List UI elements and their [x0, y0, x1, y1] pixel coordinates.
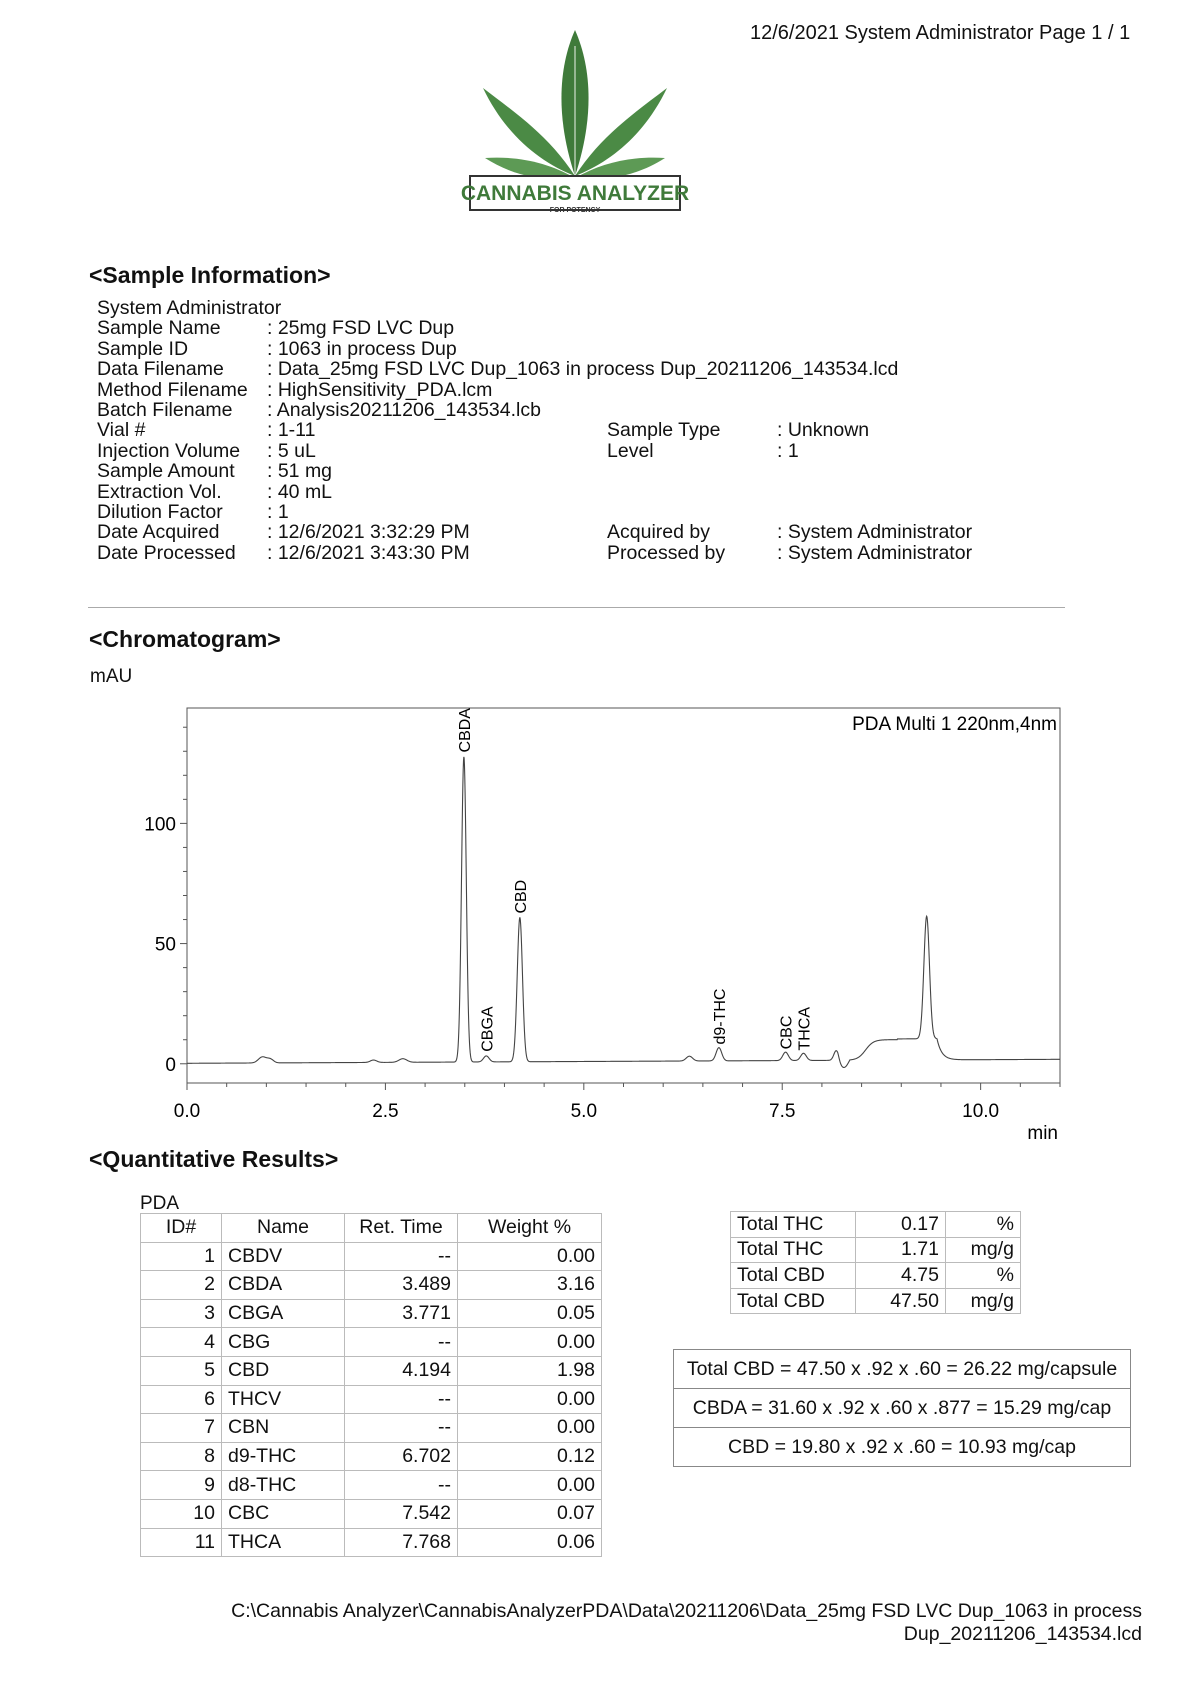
totals-cell: mg/g: [946, 1288, 1021, 1314]
sample-info-row: [97, 502, 972, 522]
totals-cell: 0.17: [856, 1212, 946, 1238]
y-tick-label: 100: [144, 814, 176, 836]
field-value: : 1063 in process Dup: [267, 337, 457, 360]
field-value: : 1: [267, 500, 289, 523]
y-tick-label: 50: [154, 934, 176, 956]
table-cell: 0.12: [458, 1442, 602, 1471]
calc-row: [674, 1428, 1131, 1467]
table-cell: 5: [141, 1356, 222, 1385]
table-cell: 3.771: [345, 1299, 458, 1328]
sample-info-row: [97, 461, 972, 481]
peak-label: CBC: [778, 1015, 796, 1050]
x-tick-label: 7.5: [769, 1101, 796, 1122]
sample-info-block: [97, 298, 972, 563]
table-cell: 6: [141, 1385, 222, 1414]
y-axis-label: mAU: [90, 666, 133, 687]
sample-info-row: [97, 522, 972, 542]
totals-cell: 1.71: [856, 1237, 946, 1263]
totals-cell: 4.75: [856, 1263, 946, 1289]
table-row: [141, 1328, 602, 1357]
peak-label: CBGA: [479, 1006, 497, 1052]
x-axis-label: min: [1027, 1123, 1058, 1144]
page-header: 12/6/2021 System Administrator Page 1 / 1: [750, 22, 1131, 44]
x-tick-label: 5.0: [570, 1101, 598, 1122]
field-label: Date Acquired: [97, 521, 220, 544]
peak-label: d9-THC: [711, 988, 729, 1045]
table-cell: 10: [141, 1499, 222, 1528]
table-cell: --: [345, 1242, 458, 1271]
table-cell: 3: [141, 1299, 222, 1328]
field-value: : Analysis20211206_143534.lcb: [267, 398, 541, 421]
table-cell: 3.16: [458, 1271, 602, 1300]
sample-info-row: [97, 339, 972, 359]
table-cell: 0.00: [458, 1242, 602, 1271]
table-row: [141, 1356, 602, 1385]
field-value: : System Administrator: [777, 541, 973, 564]
peak-label: THCA: [796, 1006, 814, 1051]
field-label: Batch Filename: [97, 398, 233, 421]
totals-cell: %: [946, 1263, 1021, 1289]
x-tick-label: 10.0: [962, 1101, 1000, 1122]
sample-info-row: [97, 400, 972, 420]
table-cell: CBC: [222, 1499, 345, 1528]
table-cell: --: [345, 1471, 458, 1500]
sample-info-row: [97, 380, 972, 400]
field-value: : Unknown: [777, 419, 870, 442]
table-cell: 6.702: [345, 1442, 458, 1471]
table-cell: THCV: [222, 1385, 345, 1414]
calc-row: [674, 1350, 1131, 1389]
totals-cell: mg/g: [946, 1237, 1021, 1263]
field-label: Vial #: [97, 419, 146, 442]
table-cell: CBDV: [222, 1242, 345, 1271]
table-cell: --: [345, 1414, 458, 1443]
sample-info-user-row: [97, 298, 972, 318]
peak-label: CBD: [512, 879, 530, 914]
field-value: : 40 mL: [267, 480, 333, 503]
table-cell: --: [345, 1328, 458, 1357]
column-header: Ret. Time: [345, 1214, 458, 1243]
plot-frame: [187, 708, 1060, 1083]
table-cell: d8-THC: [222, 1471, 345, 1500]
table-cell: 4: [141, 1328, 222, 1357]
table-cell: 8: [141, 1442, 222, 1471]
dose-calculation-table: [673, 1349, 1131, 1467]
field-label: Method Filename: [97, 378, 248, 401]
sample-info-row: [97, 359, 972, 379]
table-cell: d9-THC: [222, 1442, 345, 1471]
logo-subtext: FOR POTENCY: [549, 207, 601, 214]
table-row: [141, 1299, 602, 1328]
calc-cell: CBD = 19.80 x .92 x .60 = 10.93 mg/cap: [674, 1428, 1131, 1467]
table-cell: 3.489: [345, 1271, 458, 1300]
field-value: : 1-11: [267, 419, 316, 442]
field-label: Sample Name: [97, 317, 221, 340]
field-value: : 5 uL: [267, 439, 316, 462]
x-tick-label: 2.5: [372, 1101, 399, 1122]
totals-table: [730, 1211, 1021, 1314]
field-value: : 12/6/2021 3:32:29 PM: [267, 521, 470, 544]
column-header: Weight %: [458, 1214, 602, 1243]
column-header: ID#: [141, 1214, 222, 1243]
table-cell: CBDA: [222, 1271, 345, 1300]
totals-cell: Total CBD: [731, 1288, 856, 1314]
field-value: : Data_25mg FSD LVC Dup_1063 in process Dup_20211206_143534.lcd: [267, 358, 899, 381]
field-label: Sample Type: [607, 419, 721, 442]
x-tick-label: 0.0: [173, 1101, 201, 1122]
sample-info-row: [97, 318, 972, 338]
table-cell: 0.07: [458, 1499, 602, 1528]
results-table: [140, 1213, 602, 1557]
quant-results-title: <Quantitative Results>: [89, 1146, 339, 1172]
field-label: Acquired by: [607, 521, 710, 544]
calc-cell: Total CBD = 47.50 x .92 x .60 = 26.22 mg/capsule: [674, 1350, 1131, 1389]
table-row: [141, 1385, 602, 1414]
table-cell: 0.00: [458, 1385, 602, 1414]
sample-info-row: [97, 420, 972, 440]
field-value: : HighSensitivity_PDA.lcm: [267, 378, 493, 401]
field-value: : 12/6/2021 3:43:30 PM: [267, 541, 470, 564]
table-cell: 0.00: [458, 1471, 602, 1500]
table-cell: 1.98: [458, 1356, 602, 1385]
field-value: : System Administrator: [777, 521, 973, 544]
file-path-footer: [231, 1600, 1142, 1646]
totals-cell: Total THC: [731, 1212, 856, 1238]
chromatogram-trace: [187, 757, 1060, 1068]
totals-cell: Total CBD: [731, 1263, 856, 1289]
table-cell: CBN: [222, 1414, 345, 1443]
table-cell: 7: [141, 1414, 222, 1443]
file-path-line-1: C:\Cannabis Analyzer\CannabisAnalyzerPDA\Data\20211206\Data_25mg FSD LVC Dup_1063 in process: [231, 1600, 1142, 1622]
table-cell: 1: [141, 1242, 222, 1271]
field-label: Processed by: [607, 541, 726, 564]
sample-info-row: [97, 543, 972, 563]
peak-label: CBDA: [456, 708, 474, 753]
table-row: [141, 1242, 602, 1271]
field-label: Sample ID: [97, 337, 189, 360]
table-row: [141, 1271, 602, 1300]
sample-info-title: <Sample Information>: [89, 262, 331, 288]
field-label: Dilution Factor: [97, 500, 223, 523]
field-value: : 1: [777, 439, 799, 462]
table-cell: 0.05: [458, 1299, 602, 1328]
sample-info-row: [97, 441, 972, 461]
leaf-icon: [483, 30, 667, 179]
table-row: [141, 1499, 602, 1528]
totals-cell: %: [946, 1212, 1021, 1238]
table-cell: 0.06: [458, 1528, 602, 1557]
sample-info-user: System Administrator: [97, 297, 282, 319]
table-cell: CBGA: [222, 1299, 345, 1328]
detector-label: PDA: [140, 1193, 180, 1214]
table-cell: --: [345, 1385, 458, 1414]
sample-info-row: [97, 482, 972, 502]
totals-row: [731, 1212, 1021, 1238]
y-tick-label: 0: [165, 1054, 176, 1076]
calc-row: [674, 1389, 1131, 1428]
results-header-row: [141, 1214, 602, 1243]
logo-text: CANNABIS ANALYZER: [460, 182, 690, 205]
table-cell: 0.00: [458, 1414, 602, 1443]
table-cell: 7.542: [345, 1499, 458, 1528]
totals-row: [731, 1237, 1021, 1263]
table-cell: 11: [141, 1528, 222, 1557]
column-header: Name: [222, 1214, 345, 1243]
field-value: : 51 mg: [267, 460, 333, 483]
table-cell: 9: [141, 1471, 222, 1500]
table-cell: 0.00: [458, 1328, 602, 1357]
calc-cell: CBDA = 31.60 x .92 x .60 x .877 = 15.29 mg/cap: [674, 1389, 1131, 1428]
table-cell: THCA: [222, 1528, 345, 1557]
table-cell: 7.768: [345, 1528, 458, 1557]
field-label: Sample Amount: [97, 460, 235, 483]
table-row: [141, 1442, 602, 1471]
totals-cell: 47.50: [856, 1288, 946, 1314]
field-label: Extraction Vol.: [97, 480, 222, 503]
table-cell: 4.194: [345, 1356, 458, 1385]
totals-row: [731, 1288, 1021, 1314]
chromatogram-chart: [0, 690, 1200, 1150]
file-path-line-2: Dup_20211206_143534.lcd: [903, 1623, 1142, 1645]
table-cell: 2: [141, 1271, 222, 1300]
field-label: Data Filename: [97, 358, 224, 381]
chart-legend: PDA Multi 1 220nm,4nm: [852, 714, 1057, 735]
field-value: : 25mg FSD LVC Dup: [267, 317, 455, 340]
table-row: [141, 1414, 602, 1443]
field-label: Level: [607, 439, 654, 462]
field-label: Date Processed: [97, 541, 236, 564]
cannabis-analyzer-logo: [455, 26, 695, 216]
chromatogram-title: <Chromatogram>: [89, 626, 281, 652]
table-cell: CBG: [222, 1328, 345, 1357]
section-divider: [88, 607, 1065, 608]
table-row: [141, 1528, 602, 1557]
table-row: [141, 1471, 602, 1500]
field-label: Injection Volume: [97, 439, 241, 462]
table-cell: CBD: [222, 1356, 345, 1385]
totals-cell: Total THC: [731, 1237, 856, 1263]
totals-row: [731, 1263, 1021, 1289]
